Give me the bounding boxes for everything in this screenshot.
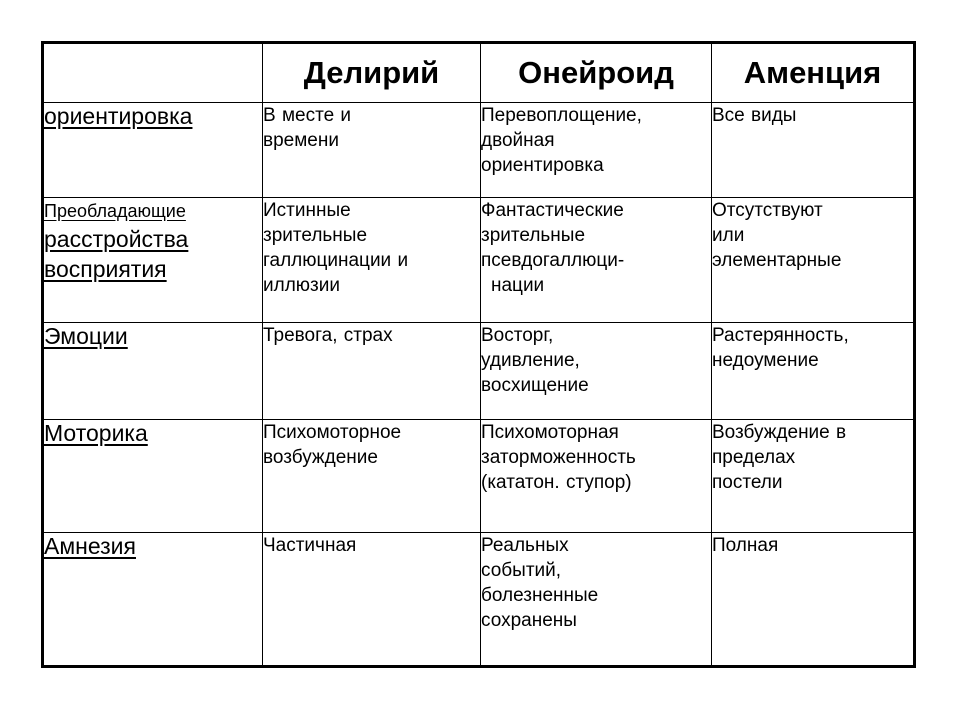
cell-oneiroid-amnesia <box>481 533 712 667</box>
column-header-oneiroid: Онейроид <box>481 43 712 103</box>
row-label-amnesia <box>43 533 263 667</box>
cell-line: Психомоторная <box>481 422 619 443</box>
cell-line: событий, <box>481 560 562 581</box>
cell-delirium-emotions <box>263 323 481 420</box>
cell-amentia-motor <box>712 420 915 533</box>
cell-line: зрительные <box>481 225 586 246</box>
cell-line: В месте и <box>263 105 352 126</box>
row-label-emotions <box>43 323 263 420</box>
comparison-table <box>41 41 916 668</box>
cell-line: или <box>712 225 745 246</box>
cell-line: галлюцинации и <box>263 250 409 271</box>
cell-line: постели <box>712 472 783 493</box>
cell-line: сохранены <box>481 610 577 631</box>
cell-line: возбуждение <box>263 447 378 468</box>
row-label-orientation <box>43 103 263 198</box>
cell-amentia-perception <box>712 198 915 323</box>
cell-line: пределах <box>712 447 796 468</box>
cell-line: Частичная <box>263 535 357 556</box>
corner-cell <box>43 43 263 103</box>
cell-line: Реальных <box>481 535 569 556</box>
cell-line: иллюзии <box>263 275 340 296</box>
header-row <box>43 43 915 103</box>
row-label-line: Преобладающие <box>44 201 186 221</box>
table-row-emotions <box>43 323 915 420</box>
column-header-amentia: Аменция <box>712 43 915 103</box>
cell-line: Перевоплощение, <box>481 105 642 126</box>
row-label-motor <box>43 420 263 533</box>
cell-line: времени <box>263 130 339 151</box>
row-label-line: Амнезия <box>44 533 136 559</box>
column-header-delirium: Делирий <box>263 43 481 103</box>
cell-amentia-emotions <box>712 323 915 420</box>
row-label-line: Моторика <box>44 420 148 446</box>
cell-line: псевдогаллюци- <box>481 250 625 271</box>
table-row-orientation <box>43 103 915 198</box>
cell-line: Восторг, <box>481 325 554 346</box>
cell-line: Отсутствуют <box>712 200 823 221</box>
cell-delirium-motor <box>263 420 481 533</box>
cell-line: зрительные <box>263 225 368 246</box>
cell-line: болезненные <box>481 585 599 606</box>
table-row-perception <box>43 198 915 323</box>
cell-line: удивление, <box>481 350 580 371</box>
cell-line: ориентировка <box>481 155 604 176</box>
row-label-perception <box>43 198 263 323</box>
cell-delirium-amnesia <box>263 533 481 667</box>
cell-line: Возбуждение в <box>712 422 847 443</box>
row-label-line: восприятия <box>44 256 167 282</box>
cell-line: восхищение <box>481 375 589 396</box>
cell-line: (кататон. ступор) <box>481 472 632 493</box>
cell-line: элементарные <box>712 250 842 271</box>
row-label-line: Эмоции <box>44 323 128 349</box>
cell-amentia-orientation <box>712 103 915 198</box>
row-label-line: расстройства <box>44 226 189 252</box>
cell-line: недоумение <box>712 350 819 371</box>
cell-line: Растерянность, <box>712 325 849 346</box>
cell-amentia-amnesia <box>712 533 915 667</box>
cell-oneiroid-perception <box>481 198 712 323</box>
cell-line: нации <box>491 275 545 296</box>
cell-delirium-perception <box>263 198 481 323</box>
cell-line: Полная <box>712 535 779 556</box>
cell-line: Все виды <box>712 105 797 126</box>
cell-line: Тревога, страх <box>263 325 393 346</box>
table-row-amnesia <box>43 533 915 667</box>
cell-line: Психомоторное <box>263 422 402 443</box>
cell-line: Истинные <box>263 200 351 221</box>
cell-line: заторможенность <box>481 447 636 468</box>
cell-oneiroid-emotions <box>481 323 712 420</box>
cell-oneiroid-motor <box>481 420 712 533</box>
row-label-line: ориентировка <box>44 103 193 129</box>
cell-line: двойная <box>481 130 555 151</box>
table-row-motor <box>43 420 915 533</box>
cell-line: Фантастические <box>481 200 624 221</box>
cell-oneiroid-orientation <box>481 103 712 198</box>
cell-delirium-orientation <box>263 103 481 198</box>
